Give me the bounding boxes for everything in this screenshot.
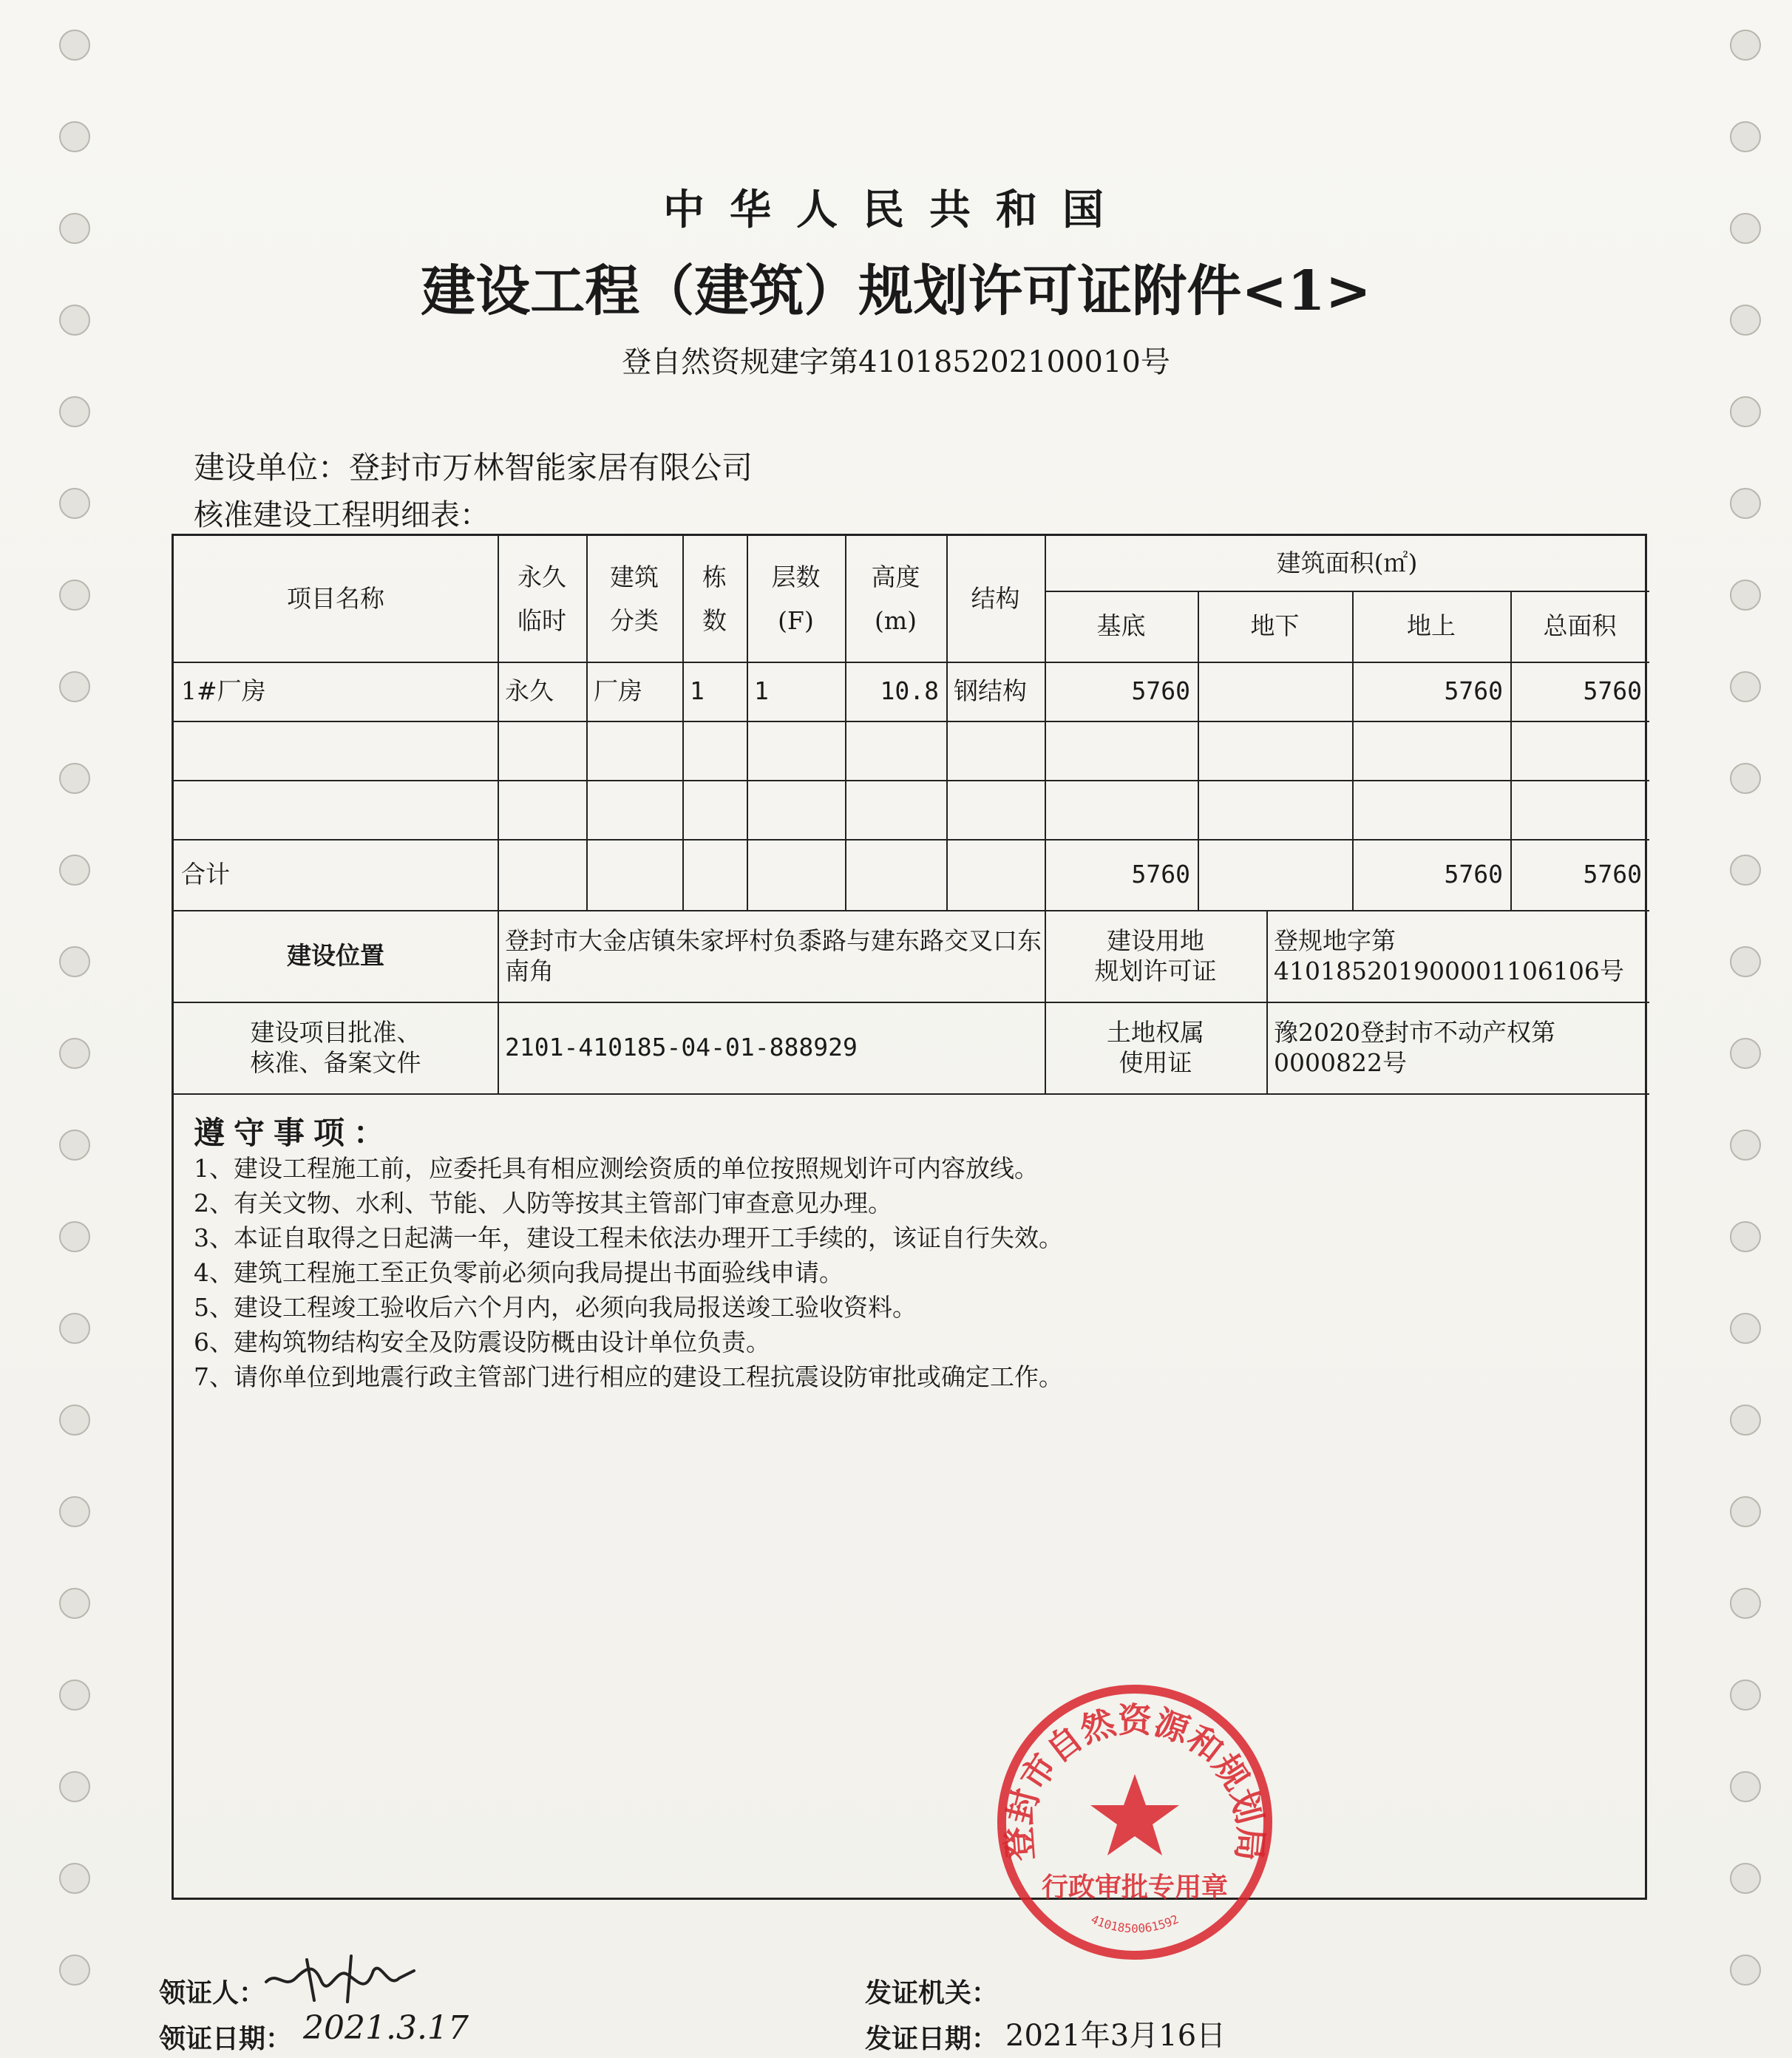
receiver-signature: [262, 1949, 418, 2008]
feed-hole: [59, 488, 90, 519]
header-area-group: 建筑面积(㎡): [1276, 549, 1418, 578]
feed-hole: [59, 1771, 90, 1802]
header-floors-line1: 层数: [771, 562, 821, 591]
header-permanence-line1: 永久: [517, 562, 566, 591]
header-height-line2: (m): [874, 606, 917, 635]
header-structure: 结构: [971, 584, 1020, 614]
header-permanence: [498, 536, 586, 662]
feed-hole: [1730, 1863, 1761, 1894]
detail-table-title: 核准建设工程明细表：: [194, 498, 489, 532]
feed-hole: [1730, 396, 1761, 427]
location-label: 建设位置: [287, 941, 384, 971]
row1-structure: 钢结构: [954, 676, 1027, 706]
header-aboveground-area: 地上: [1407, 611, 1456, 641]
sum-label: 合计: [181, 860, 230, 889]
feed-hole: [59, 1863, 90, 1894]
construction-unit-value: 登封市万林智能家居有限公司: [349, 449, 753, 486]
sum-total-area: 5760: [1583, 860, 1642, 889]
row1-floors: 1: [754, 676, 769, 706]
land-permit-label: [1045, 910, 1266, 1002]
document-title: 建设工程（建筑）规划许可证附件<1>: [421, 259, 1371, 323]
feed-hole: [1730, 763, 1761, 794]
row1-base-area: 5760: [1131, 676, 1190, 706]
feed-hole: [59, 946, 90, 977]
land-permit-label-line1: 建设用地: [1107, 926, 1204, 955]
feed-hole: [1730, 1221, 1761, 1252]
notice-item-3: 3、本证自取得之日起满一年，建设工程未依法办理开工手续的，该证自行失效。: [194, 1223, 1063, 1252]
approval-label-line2: 核准、备案文件: [250, 1048, 421, 1077]
row1-permanence: 永久: [505, 676, 554, 706]
row1-project-name: 1#厂房: [181, 676, 266, 706]
feed-hole: [1730, 121, 1761, 152]
land-permit-label-line2: 规划许可证: [1094, 957, 1217, 985]
header-height: [845, 536, 946, 662]
sum-base-area: 5760: [1131, 860, 1190, 889]
row1-underground-area: [1198, 662, 1352, 721]
notice-item-2: 2、有关文物、水利、节能、人防等按其主管部门审查意见办理。: [194, 1189, 892, 1218]
feed-hole: [59, 671, 90, 702]
left-feed-holes: [52, 30, 103, 2040]
approval-label: [174, 1002, 498, 1093]
feed-hole: [59, 1496, 90, 1527]
feed-hole: [1730, 1496, 1761, 1527]
feed-hole: [1730, 1038, 1761, 1069]
feed-hole: [59, 1221, 90, 1252]
issue-date-value: 2021年3月16日: [1005, 2019, 1226, 2053]
ownership-value-line2: 0000822号: [1274, 1048, 1407, 1077]
seal-star-icon: [1090, 1774, 1179, 1855]
header-floors-line2: (F): [778, 606, 814, 635]
feed-hole: [1730, 1680, 1761, 1711]
header-underground-area: 地下: [1250, 611, 1300, 641]
feed-hole: [59, 1405, 90, 1436]
land-permit-value: [1266, 910, 1649, 1002]
ownership-value-line1: 豫2020登封市不动产权第: [1274, 1017, 1555, 1047]
header-buildings-line2: 数: [702, 606, 727, 635]
notice-item-6: 6、建构筑物结构安全及防震设防概由设计单位负责。: [194, 1328, 770, 1356]
receiver-label: 领证人：: [159, 1977, 266, 2008]
feed-hole: [1730, 1130, 1761, 1161]
ownership-value: [1266, 1002, 1649, 1093]
header-floors: [747, 536, 845, 662]
official-seal-stamp: [991, 1678, 1279, 1966]
row1-buildings: 1: [690, 676, 705, 706]
feed-hole: [1730, 855, 1761, 886]
notice-item-1: 1、建设工程施工前，应委托具有相应测绘资质的单位按照规划许可内容放线。: [194, 1154, 1039, 1183]
ownership-label: [1045, 1002, 1266, 1093]
feed-hole: [1730, 488, 1761, 519]
row1-aboveground-area: 5760: [1444, 676, 1503, 706]
header-category-line2: 分类: [610, 606, 659, 635]
ownership-label-line1: 土地权属: [1107, 1017, 1204, 1047]
seal-code-text: 4101850061592: [1088, 1912, 1181, 1936]
construction-unit: [194, 444, 753, 488]
approval-value: 2101-410185-04-01-888929: [505, 1033, 858, 1062]
row1-total-area: 5760: [1583, 676, 1642, 706]
seal-inner-text: 行政审批专用章: [1041, 1872, 1229, 1903]
ownership-label-line2: 使用证: [1119, 1048, 1192, 1077]
feed-hole: [59, 1588, 90, 1619]
header-height-line1: 高度: [871, 562, 920, 591]
feed-hole: [1730, 1955, 1761, 1986]
header-buildings: [682, 536, 747, 662]
header-category-line1: 建筑: [610, 562, 659, 591]
feed-hole: [59, 1313, 90, 1344]
sum-aboveground-area: 5760: [1444, 860, 1503, 889]
land-permit-value-line1: 登规地字第: [1274, 926, 1396, 955]
feed-hole: [1730, 1771, 1761, 1802]
feed-hole: [1730, 1588, 1761, 1619]
land-permit-value-line2: 410185201900001106106号: [1274, 957, 1624, 985]
feed-hole: [1730, 1313, 1761, 1344]
right-feed-holes: [1723, 30, 1774, 2040]
row1-height: 10.8: [880, 676, 939, 706]
row1-category: 厂房: [594, 676, 642, 706]
feed-hole: [1730, 30, 1761, 61]
issue-date-label: 发证日期：: [865, 2023, 999, 2054]
header-buildings-line1: 栋: [702, 562, 727, 591]
receive-date-value: 2021.3.17: [303, 2009, 469, 2047]
notice-item-7: 7、请你单位到地震行政主管部门进行相应的建设工程抗震设防审批或确定工作。: [194, 1362, 1063, 1391]
feed-hole: [59, 396, 90, 427]
header-category: [586, 536, 682, 662]
country-title: 中华人民共和国: [663, 186, 1129, 234]
notices-title: 遵守事项：: [194, 1115, 394, 1151]
feed-hole: [59, 1680, 90, 1711]
feed-hole: [59, 763, 90, 794]
document-number: 登自然资规建字第410185202100010号: [622, 345, 1170, 379]
feed-hole: [59, 121, 90, 152]
feed-hole: [1730, 580, 1761, 611]
feed-hole: [59, 1955, 90, 1986]
svg-text:4101850061592: [1089, 1912, 1181, 1935]
construction-unit-label: 建设单位：: [194, 449, 350, 486]
feed-hole: [1730, 1405, 1761, 1436]
feed-hole: [59, 580, 90, 611]
feed-hole: [59, 1038, 90, 1069]
header-base-area: 基底: [1096, 611, 1146, 641]
header-total-area: 总面积: [1543, 611, 1617, 641]
feed-hole: [59, 1130, 90, 1161]
header-project-name: 项目名称: [287, 584, 384, 614]
notice-item-5: 5、建设工程竣工验收后六个月内，必须向我局报送竣工验收资料。: [194, 1293, 917, 1322]
seal-ring-text: 登封市自然资源和规划局: [998, 1699, 1272, 1863]
header-permanence-line2: 临时: [517, 606, 566, 635]
feed-hole: [1730, 671, 1761, 702]
feed-hole: [59, 855, 90, 886]
approval-label-line1: 建设项目批准、: [250, 1017, 421, 1047]
feed-hole: [1730, 946, 1761, 977]
issuer-label: 发证机关：: [865, 1977, 999, 2008]
receive-date-label: 领证日期：: [159, 2023, 293, 2054]
feed-hole: [59, 30, 90, 61]
location-value: 登封市大金店镇朱家坪村负黍路与建东路交叉口东南角: [505, 926, 1042, 985]
notice-item-4: 4、建筑工程施工至正负零前必须向我局提出书面验线申请。: [194, 1258, 844, 1287]
